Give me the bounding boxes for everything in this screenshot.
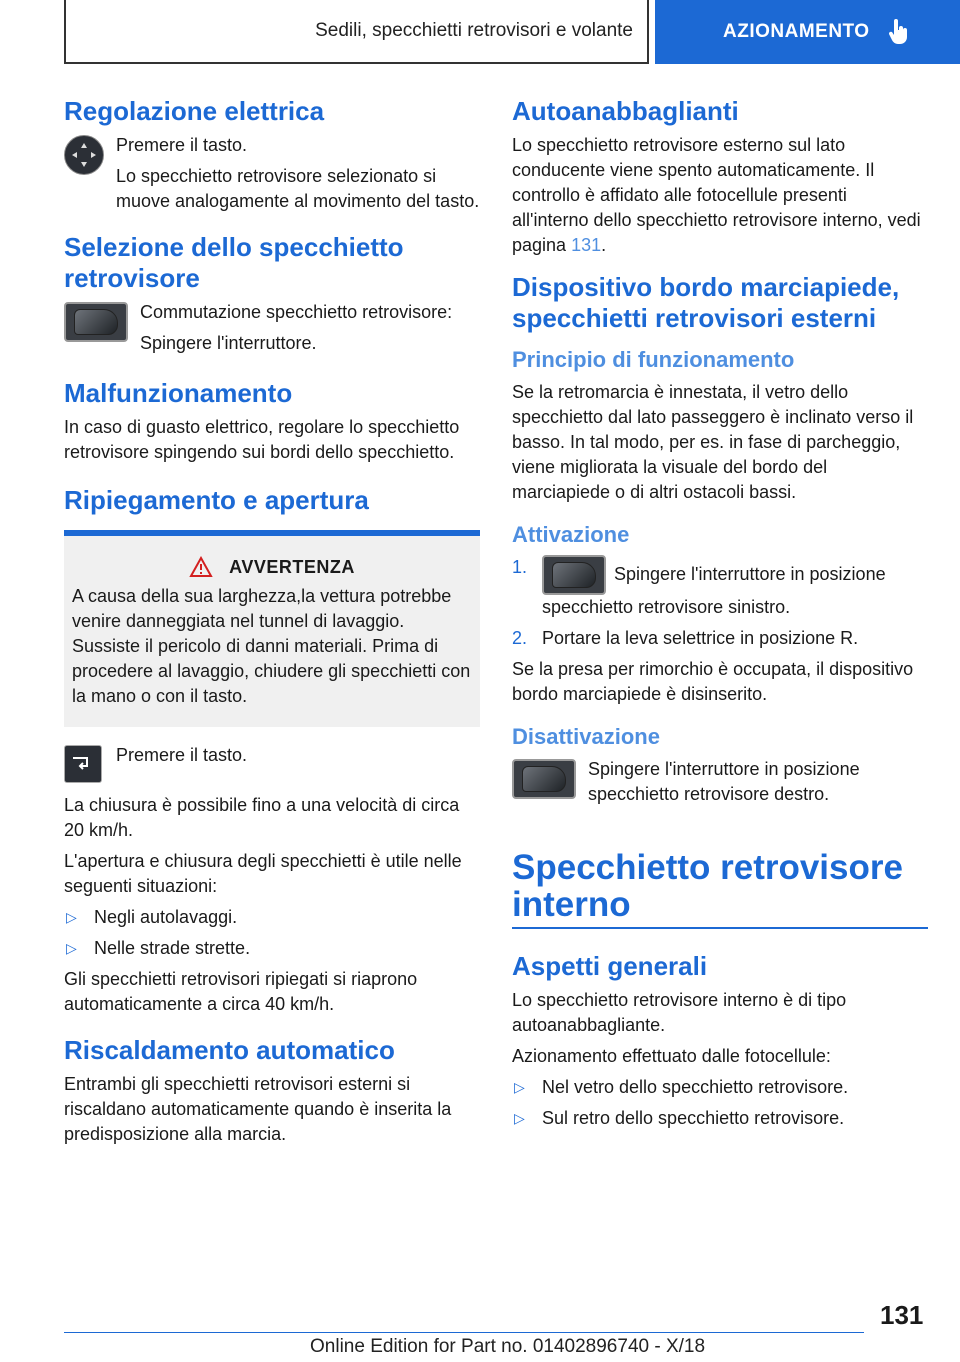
fold-mirror-button-icon (64, 745, 102, 783)
list-item: ▷ Negli autolavaggi. (66, 907, 238, 927)
heading-attivazione: Attivazione (512, 522, 630, 547)
heading-autoanabbaglianti: Autoanabbaglianti (512, 96, 739, 126)
list-item: ▷ Nelle strade strette. (66, 938, 251, 958)
mirror-switch-icon (512, 759, 576, 799)
footer-edition: Online Edition for Part no. 01402896740 - X/18 (310, 1336, 706, 1357)
page-number: 131 (880, 1300, 924, 1330)
heading-riscaldamento: Riscaldamento automatico (64, 1035, 395, 1065)
heading-principio: Principio di funzionamento (512, 347, 795, 372)
hand-pointer-icon (888, 19, 910, 45)
mirror-switch-icon (64, 302, 128, 342)
list-item: ▷ Sul retro dello specchietto retrovisore. (514, 1108, 845, 1128)
section-rule (512, 927, 928, 929)
header-section-title: Sedili, specchietti retrovisori e volante (64, 0, 649, 64)
regolazione-block: Premere il tasto. Lo specchietto retrovisore selezionato si muove analogamente al movimento del tasto. (64, 133, 480, 214)
warning-box: AVVERTENZA A causa della sua larghezza,la vettura potrebbe venire danneggiata nel tunnel di lavaggio. Sussiste il pericolo di danni materiali. Prima di procedere al lavaggio, chiudere gli specchietti con la mano o con il tasto. (64, 536, 480, 727)
heading-malfunzionamento: Malfunzionamento (64, 378, 293, 408)
mirror-switch-icon (542, 555, 606, 595)
header-chapter: AZIONAMENTO (655, 0, 960, 64)
warning-triangle-icon (189, 556, 213, 578)
right-column: Autoanabbaglianti Lo specchietto retrovisore esterno sul lato conducente viene spento automaticamente. Il controllo è affidato alle fotocellule presenti all'interno dello specchietto retrovisore interno, vedi pagina 131. Dispositivo bordo marciapiede, specchietti retrovisori esterni Principio di funzionamento Se la retromarcia è innestata, il vetro dello specchietto dal lato passeggero è inclinato verso il basso. In tal modo, per es. in fase di parcheggio, viene migliorata la visuale del bordo del marciapiede o di altri ostacoli bassi. Attivazione 1. Spingere l'interruttore in posizione specchietto retrovisore sinistro. 2. Portare la leva selettrice in posizione R. Se la presa per rimorchio è occupata, il dispositivo bordo marciapiede è disinserito. Disattivazione Spingere l'interruttore in posizione specchietto retrovisore destro. Specchietto retrovisore interno Aspetti generali Lo specchietto retrovisore interno è di tipo autoanabbagliante. Azionamento effettuato dalle fotocellule: ▷ Nel vetro dello specchietto retrovisore. ▷ Sul retro dello specchietto retrovisore. (512, 96, 928, 1137)
heading-aspetti-generali: Aspetti generali (512, 951, 708, 981)
list-item: ▷ Nel vetro dello specchietto retrovisore. (514, 1077, 849, 1097)
heading-selezione: Selezione dello specchietto retrovisore (64, 232, 404, 293)
list-item: 1. Spingere l'interruttore in posizione specchietto retrovisore sinistro. (512, 557, 886, 617)
heading-specchietto-interno: Specchietto retrovisore interno (512, 848, 903, 924)
mirror-joystick-icon (64, 135, 104, 175)
list-item: 2. Portare la leva selettrice in posizione R. (512, 628, 859, 648)
heading-dispositivo: Dispositivo bordo marciapiede, specchietti retrovisori esterni (512, 272, 900, 333)
heading-disattivazione: Disattivazione (512, 724, 660, 749)
ripiegamento-list (64, 905, 480, 961)
heading-regolazione: Regolazione elettrica (64, 96, 325, 126)
disattivazione-block: Spingere l'interruttore in posizione specchietto retrovisore destro. (512, 757, 928, 815)
selezione-block: Commutazione specchietto retrovisore: Spingere l'interruttore. (64, 300, 480, 358)
attivazione-steps (512, 555, 928, 651)
page-link[interactable]: 131 (571, 235, 602, 255)
aspetti-list (512, 1075, 928, 1131)
footer-rule (64, 1332, 864, 1333)
left-column: Regolazione elettrica Premere il tasto. Lo specchietto retrovisore selezionato si muove analogamente al movimento del tasto. Selezione dello specchietto retrovisore Commutazione specchietto retrovisore: Spingere l'interruttore. Malfunzionamento In caso di guasto elettrico, regolare lo specchietto retrovisore spingendo sui bordi dello specchietto. Ripiegamento e apertura AVVERTENZA A causa della sua larghezza,la vettura potrebbe venire danneggiata nel tunnel di lavaggio. Sussiste il pericolo di danni materiali. Prima di procedere al lavaggio, chiudere gli specchietti con la mano o con il tasto. Premere il tasto. La chiusura è possibile fino a una velocità di circa 20 km/h. L'apertura e chiusura degli specchietti è utile nelle seguenti situazioni: ▷ Negli autolavaggi. ▷ Nelle strade strette. Gli specchietti retrovisori ripiegati si riaprono automaticamente a circa 40 km/h. Riscaldamento automatico Entrambi gli specchietti retrovisori esterni si riscaldano automaticamente quando è inserita la predisposizione alla marcia. (64, 96, 480, 1144)
heading-ripiegamento: Ripiegamento e apertura (64, 485, 369, 515)
ripiegamento-button-block: Premere il tasto. (64, 743, 480, 787)
